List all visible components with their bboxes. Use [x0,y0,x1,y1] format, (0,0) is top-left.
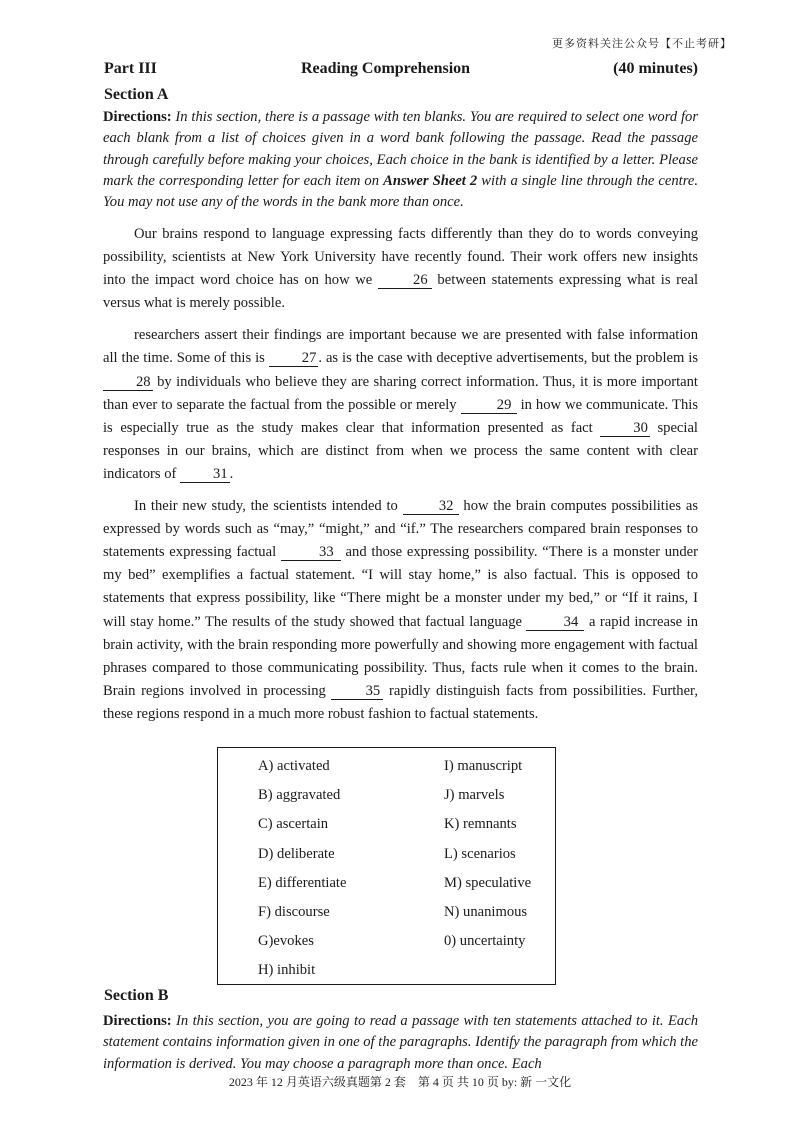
part-label: Part III [104,60,157,77]
section-b-directions [103,1011,698,1075]
word-option: H) inhibit [258,962,316,979]
blank-30: 30 [600,420,650,437]
word-option: D) deliberate [258,845,335,862]
word-bank [217,747,556,985]
page-footer: 2023 年 12 月英语六级真题第 2 套 第 4 页 共 10 页 by: 新 一文化 [228,1075,572,1089]
directions-label: Directions: [103,1013,172,1029]
answer-sheet-ref: Answer Sheet 2 [383,172,478,189]
paragraph-1: Our brains respond to language expressing facts differently than they do to words conveying possibility, scientists at New York University have recently found. Their work offers new insights into the impact word choice has on how we 26 between statements expressing what is real versus what is merely possible. [103,226,698,312]
directions-text: In this section, there is a passage with ten blanks. You are required to select one word for each blank from a list of choices given in a word bank following the passage. Read the passage through carefully before making your choices, Each choice in the bank is identified by a letter. Please mark the corresponding letter for each item on [103,109,698,189]
word-option: A) activated [258,758,330,774]
word-option: J) marvels [444,787,505,804]
passage [103,223,698,735]
word-option: L) scenarios [444,845,516,862]
word-option: E) differentiate [258,874,347,891]
blank-28: 28 [103,374,153,391]
word-bank-left-column [258,758,346,992]
directions-text-end: with a single line through the centre. You may not use any of the words in the bank more than once. [103,172,698,211]
word-option: G)evokes [258,933,314,950]
word-option: N) unanimous [444,903,528,920]
section-a-directions [103,107,698,213]
blank-26: 26 [378,272,432,289]
section-a-title: Section A [104,86,169,103]
word-option: I) manuscript [444,758,523,774]
word-option: K) remnants [444,816,517,833]
blank-35: 35 [331,683,383,700]
word-bank-right-column [444,758,531,962]
directions-text: In this section, you are going to read a passage with ten statements attached to it. Each statement contains information given in one of the paragraphs. Identify the paragraph from which the information is derived. You may choose a paragraph more than once. Each [103,1013,698,1072]
blank-31: 31 [180,466,230,483]
part-time: (40 minutes) [613,60,698,77]
blank-34: 34 [526,614,584,631]
blank-29: 29 [461,397,517,414]
paragraph-2: researchers assert their findings are important because we are presented with false information all the time. Some of this is 27 . as is the case with deceptive advertisements, but the problem is 28 by individuals who believe they are sharing correct information. Thus, it is more important than ever to separate the factual from the possible or merely 29 in how we communicate. This is especially true as the study makes clear that information presented as fact 30 special responses in our brains, which are distinct from when we process the same content with clear indicators of 31 . [103,327,698,482]
word-option: F) discourse [258,903,330,920]
word-option: C) ascertain [258,816,329,833]
blank-33: 33 [281,544,341,561]
word-option: 0) uncertainty [444,933,526,950]
blank-27: 27 [269,350,319,367]
directions-label: Directions: [103,109,172,125]
section-b-title: Section B [104,987,169,1004]
part-title: Reading Comprehension [301,60,471,77]
word-option: M) speculative [444,874,532,891]
paragraph-3: In their new study, the scientists intended to 32 how the brain computes possibilities as expressed by words such as “may,” “might,” and “if.” The researchers compared brain responses to statements expressing factual 33 and those expressing possibility. “There is a monster under my bed” exemplifies a factual statement. “I will stay home,” is also factual. This is opposed to statements that express possibility, like “There might be a monster under my bed,” or “If it rains, I will stay home.” The results of the study showed that factual language 34 a rapid increase in brain activity, with the brain responding more powerfully and showing more engagement with factual phrases compared to those communicating possibility. Thus, facts rule when it comes to the brain. Brain regions involved in processing 35 rapidly distinguish facts from possibilities. Further, these regions respond in a much more robust fashion to factual statements. [103,498,698,722]
blank-32: 32 [403,498,459,515]
part-heading [104,60,698,82]
word-option: B) aggravated [258,787,341,804]
header-note: 更多资料关注公众号【不止考研】 [552,37,732,50]
